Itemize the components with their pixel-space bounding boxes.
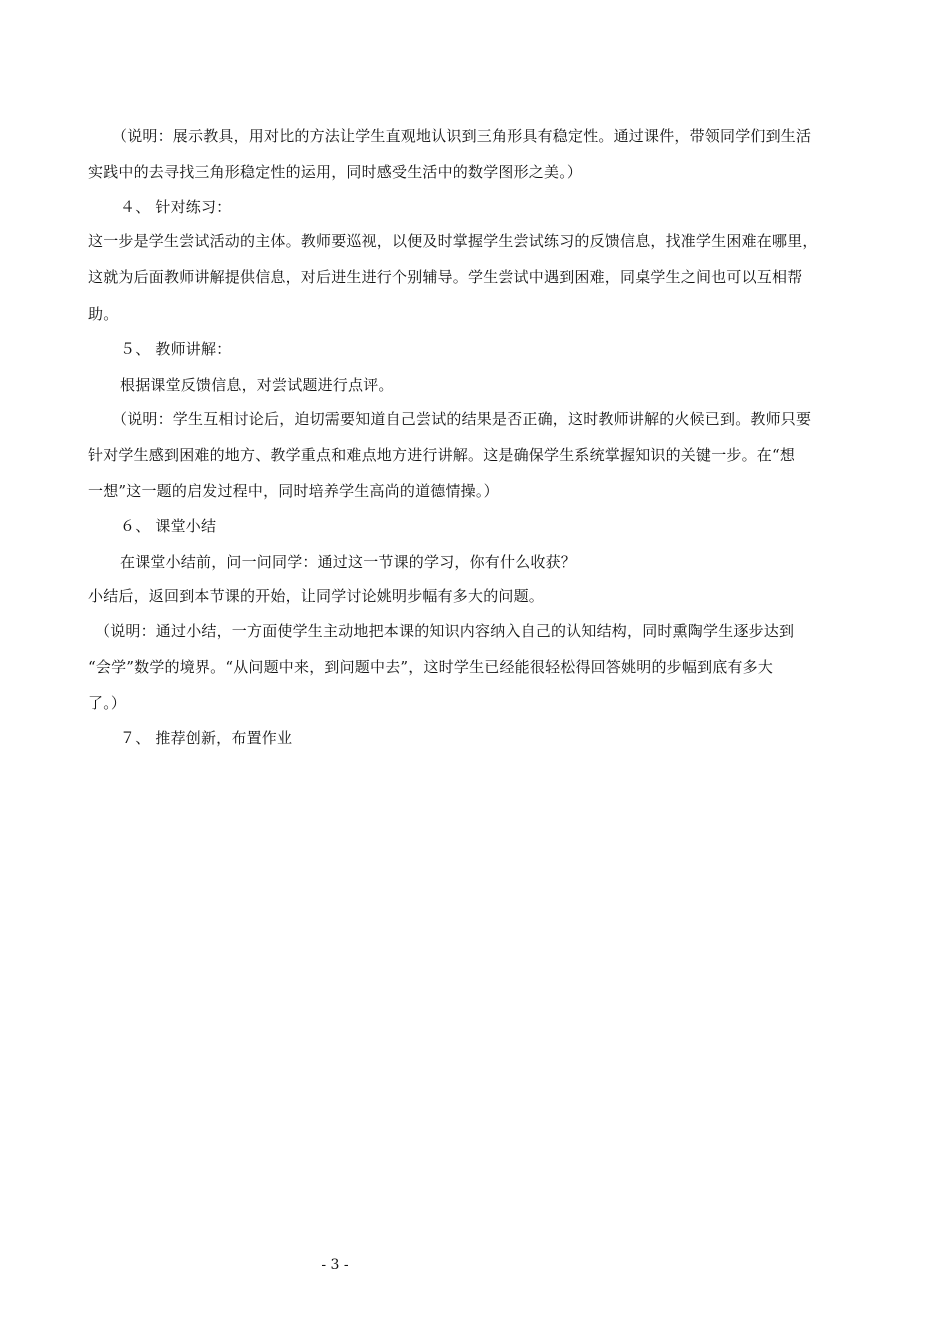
paragraph-line: 针对学生感到困难的地方、教学重点和难点地方进行讲解。这是确保学生系统掌握知识的关键一步。在“想	[88, 446, 796, 464]
section-heading: ７、 推荐创新，布置作业	[120, 729, 293, 747]
paragraph-line: 小结后，返回到本节课的开始，让同学讨论姚明步幅有多大的问题。	[88, 587, 545, 605]
section-heading: ４、 针对练习：	[120, 198, 232, 216]
section-heading: ５、 教师讲解：	[120, 340, 232, 358]
page-number: - 3 -	[321, 1257, 349, 1273]
paragraph-line: “会学”数学的境界。“从问题中来，到问题中去”，这时学生已经能很轻松得回答姚明的步幅到底有多大	[88, 658, 774, 676]
paragraph-line: 一想”这一题的启发过程中，同时培养学生高尚的道德情操。）	[88, 482, 499, 500]
paragraph-line: 这就为后面教师讲解提供信息，对后进生进行个别辅导。学生尝试中遇到困难，同桌学生之间也可以互相帮	[88, 268, 803, 286]
paragraph-line: 在课堂小结前，问一问同学：通过这一节课的学习，你有什么收获？	[120, 553, 577, 571]
paragraph-line: 了。）	[88, 694, 127, 712]
paragraph-line: （说明：学生互相讨论后，迫切需要知道自己尝试的结果是否正确，这时教师讲解的火候已到。教师只要	[112, 410, 812, 428]
paragraph-line: 根据课堂反馈信息，对尝试题进行点评。	[120, 376, 394, 394]
paragraph-line: 这一步是学生尝试活动的主体。教师要巡视，以便及时掌握学生尝试练习的反馈信息，找准学生困难在哪里，	[88, 232, 818, 250]
paragraph-line: （说明：展示教具，用对比的方法让学生直观地认识到三角形具有稳定性。通过课件，带领同学们到生活	[112, 127, 812, 145]
paragraph-line: 实践中的去寻找三角形稳定性的运用，同时感受生活中的数学图形之美。）	[88, 163, 583, 181]
paragraph-line: 助。	[88, 305, 119, 323]
paragraph-line: （说明：通过小结，一方面使学生主动地把本课的知识内容纳入自己的认知结构，同时熏陶学生逐步达到	[95, 622, 795, 640]
section-heading: ６、 课堂小结	[120, 517, 217, 535]
